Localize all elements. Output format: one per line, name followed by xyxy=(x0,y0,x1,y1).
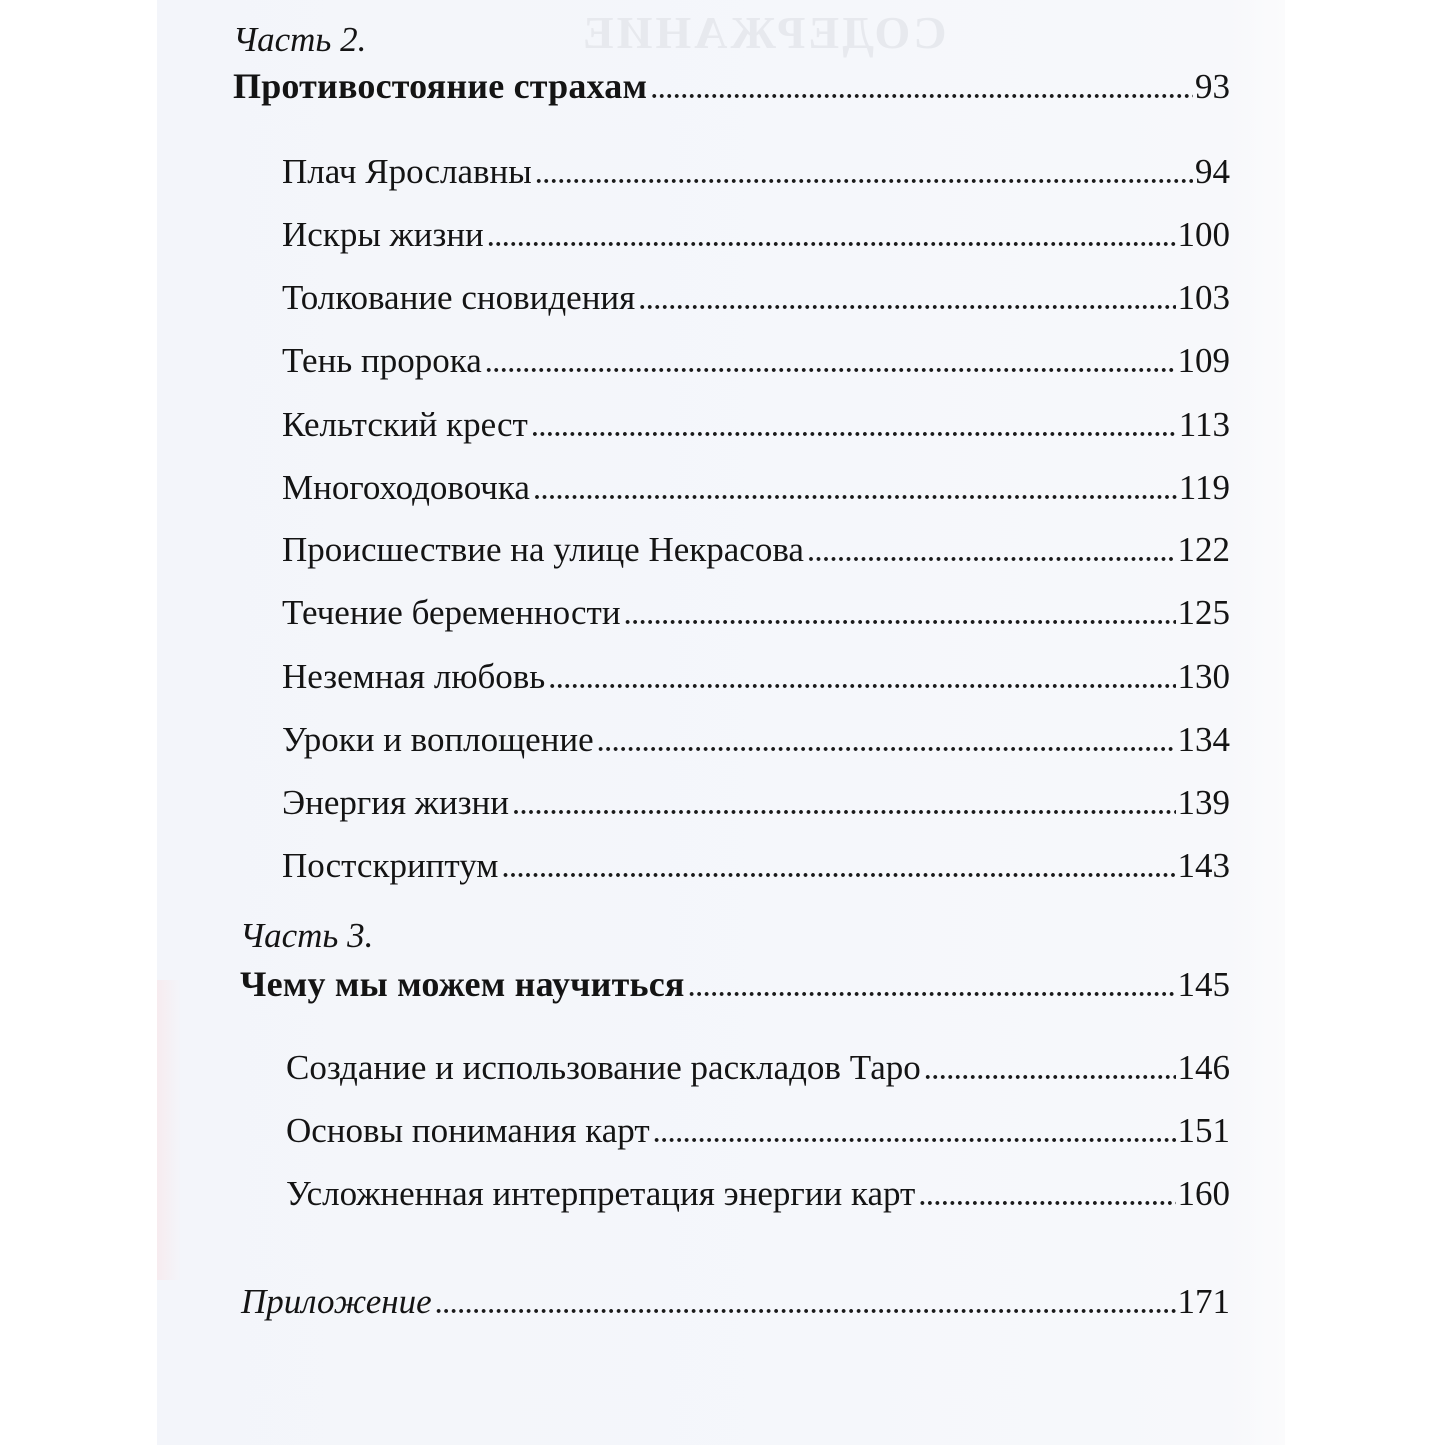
toc-entry[interactable] xyxy=(0,718,1230,766)
toc-part-3-heading[interactable] xyxy=(0,962,1230,1011)
toc-appendix-title: Приложение xyxy=(241,1282,432,1321)
toc-entry-title: Происшествие на улице Некрасова xyxy=(282,530,804,569)
toc-entry[interactable] xyxy=(0,1172,1230,1220)
toc-entry-title: Постскриптум xyxy=(282,846,499,885)
toc-entry[interactable] xyxy=(0,591,1230,639)
dot-leader xyxy=(549,659,1175,703)
part-3-label: Часть 3. xyxy=(240,916,374,955)
toc-entry-title: Уроки и воплощение xyxy=(282,720,594,759)
dot-leader xyxy=(925,1050,1176,1094)
toc-page-number: 146 xyxy=(1177,1048,1230,1087)
toc-page-number: 125 xyxy=(1177,593,1230,632)
toc-entry[interactable] xyxy=(0,1046,1230,1094)
dot-leader xyxy=(513,785,1175,829)
dot-leader xyxy=(486,343,1176,387)
toc-page-number: 93 xyxy=(1195,67,1230,106)
toc-page-number: 145 xyxy=(1177,965,1230,1004)
toc-page-number: 130 xyxy=(1177,657,1230,696)
toc-entry-title: Кельтский крест xyxy=(282,405,528,444)
toc-entry-title: Усложненная интерпретация энергии карт xyxy=(286,1174,916,1213)
toc-page-number: 109 xyxy=(1177,341,1230,380)
toc-page-number: 160 xyxy=(1177,1174,1230,1213)
toc-entry[interactable] xyxy=(0,655,1230,703)
toc-entry-title: Неземная любовь xyxy=(282,657,546,696)
dot-leader xyxy=(532,407,1177,451)
toc-entry[interactable] xyxy=(0,213,1230,261)
toc-page-number: 143 xyxy=(1177,846,1230,885)
toc-page-number: 119 xyxy=(1178,468,1230,507)
dot-leader xyxy=(436,1284,1176,1328)
toc-entry[interactable] xyxy=(0,150,1230,198)
toc-part-2-heading[interactable] xyxy=(0,64,1230,113)
toc-page-number: 100 xyxy=(1177,215,1230,254)
dot-leader xyxy=(689,967,1176,1011)
toc-entry[interactable] xyxy=(0,1109,1230,1157)
toc-entry-title: Течение беременности xyxy=(282,593,621,632)
toc-page-number: 134 xyxy=(1177,720,1230,759)
toc-entry-title: Энергия жизни xyxy=(282,783,510,822)
toc-heading-title: Противостояние страхам xyxy=(233,66,648,106)
toc-page-number: 113 xyxy=(1178,405,1230,444)
toc-appendix[interactable] xyxy=(0,1280,1230,1328)
show-through-heading: СОДЕРЖАНИЕ xyxy=(580,7,947,58)
toc-entry[interactable] xyxy=(0,844,1230,892)
toc-entry-title: Тень пророка xyxy=(282,341,482,380)
part-2-label: Часть 2. xyxy=(233,20,367,59)
toc-heading-title: Чему мы можем научиться xyxy=(240,964,685,1004)
toc-page-number: 122 xyxy=(1177,530,1230,569)
dot-leader xyxy=(502,848,1175,892)
toc-entry-title: Толкование сновидения xyxy=(282,278,636,317)
toc-entry[interactable] xyxy=(0,528,1230,576)
toc-entry-title: Основы понимания карт xyxy=(286,1111,650,1150)
dot-leader xyxy=(488,217,1176,261)
toc-entry[interactable] xyxy=(0,276,1230,324)
dot-leader xyxy=(654,1113,1176,1157)
toc-entry-title: Многоходовочка xyxy=(282,468,530,507)
toc-page-number: 139 xyxy=(1177,783,1230,822)
toc-page-number: 103 xyxy=(1177,278,1230,317)
dot-leader xyxy=(919,1176,1175,1220)
dot-leader xyxy=(651,69,1193,113)
toc-entry-title: Искры жизни xyxy=(282,215,484,254)
toc-entry[interactable] xyxy=(0,466,1230,514)
toc-page-number: 171 xyxy=(1177,1282,1230,1321)
dot-leader xyxy=(808,532,1176,576)
dot-leader xyxy=(625,595,1176,639)
toc-page-number: 151 xyxy=(1177,1111,1230,1150)
toc-entry[interactable] xyxy=(0,781,1230,829)
dot-leader xyxy=(598,722,1176,766)
toc-entry[interactable] xyxy=(0,403,1230,451)
dot-leader xyxy=(536,154,1193,198)
toc-entry-title: Плач Ярославны xyxy=(282,152,532,191)
toc-entry-title: Создание и использование раскладов Таро xyxy=(286,1048,921,1087)
toc-page-number: 94 xyxy=(1195,152,1230,191)
dot-leader xyxy=(534,470,1177,514)
toc-entry[interactable] xyxy=(0,339,1230,387)
dot-leader xyxy=(639,280,1175,324)
